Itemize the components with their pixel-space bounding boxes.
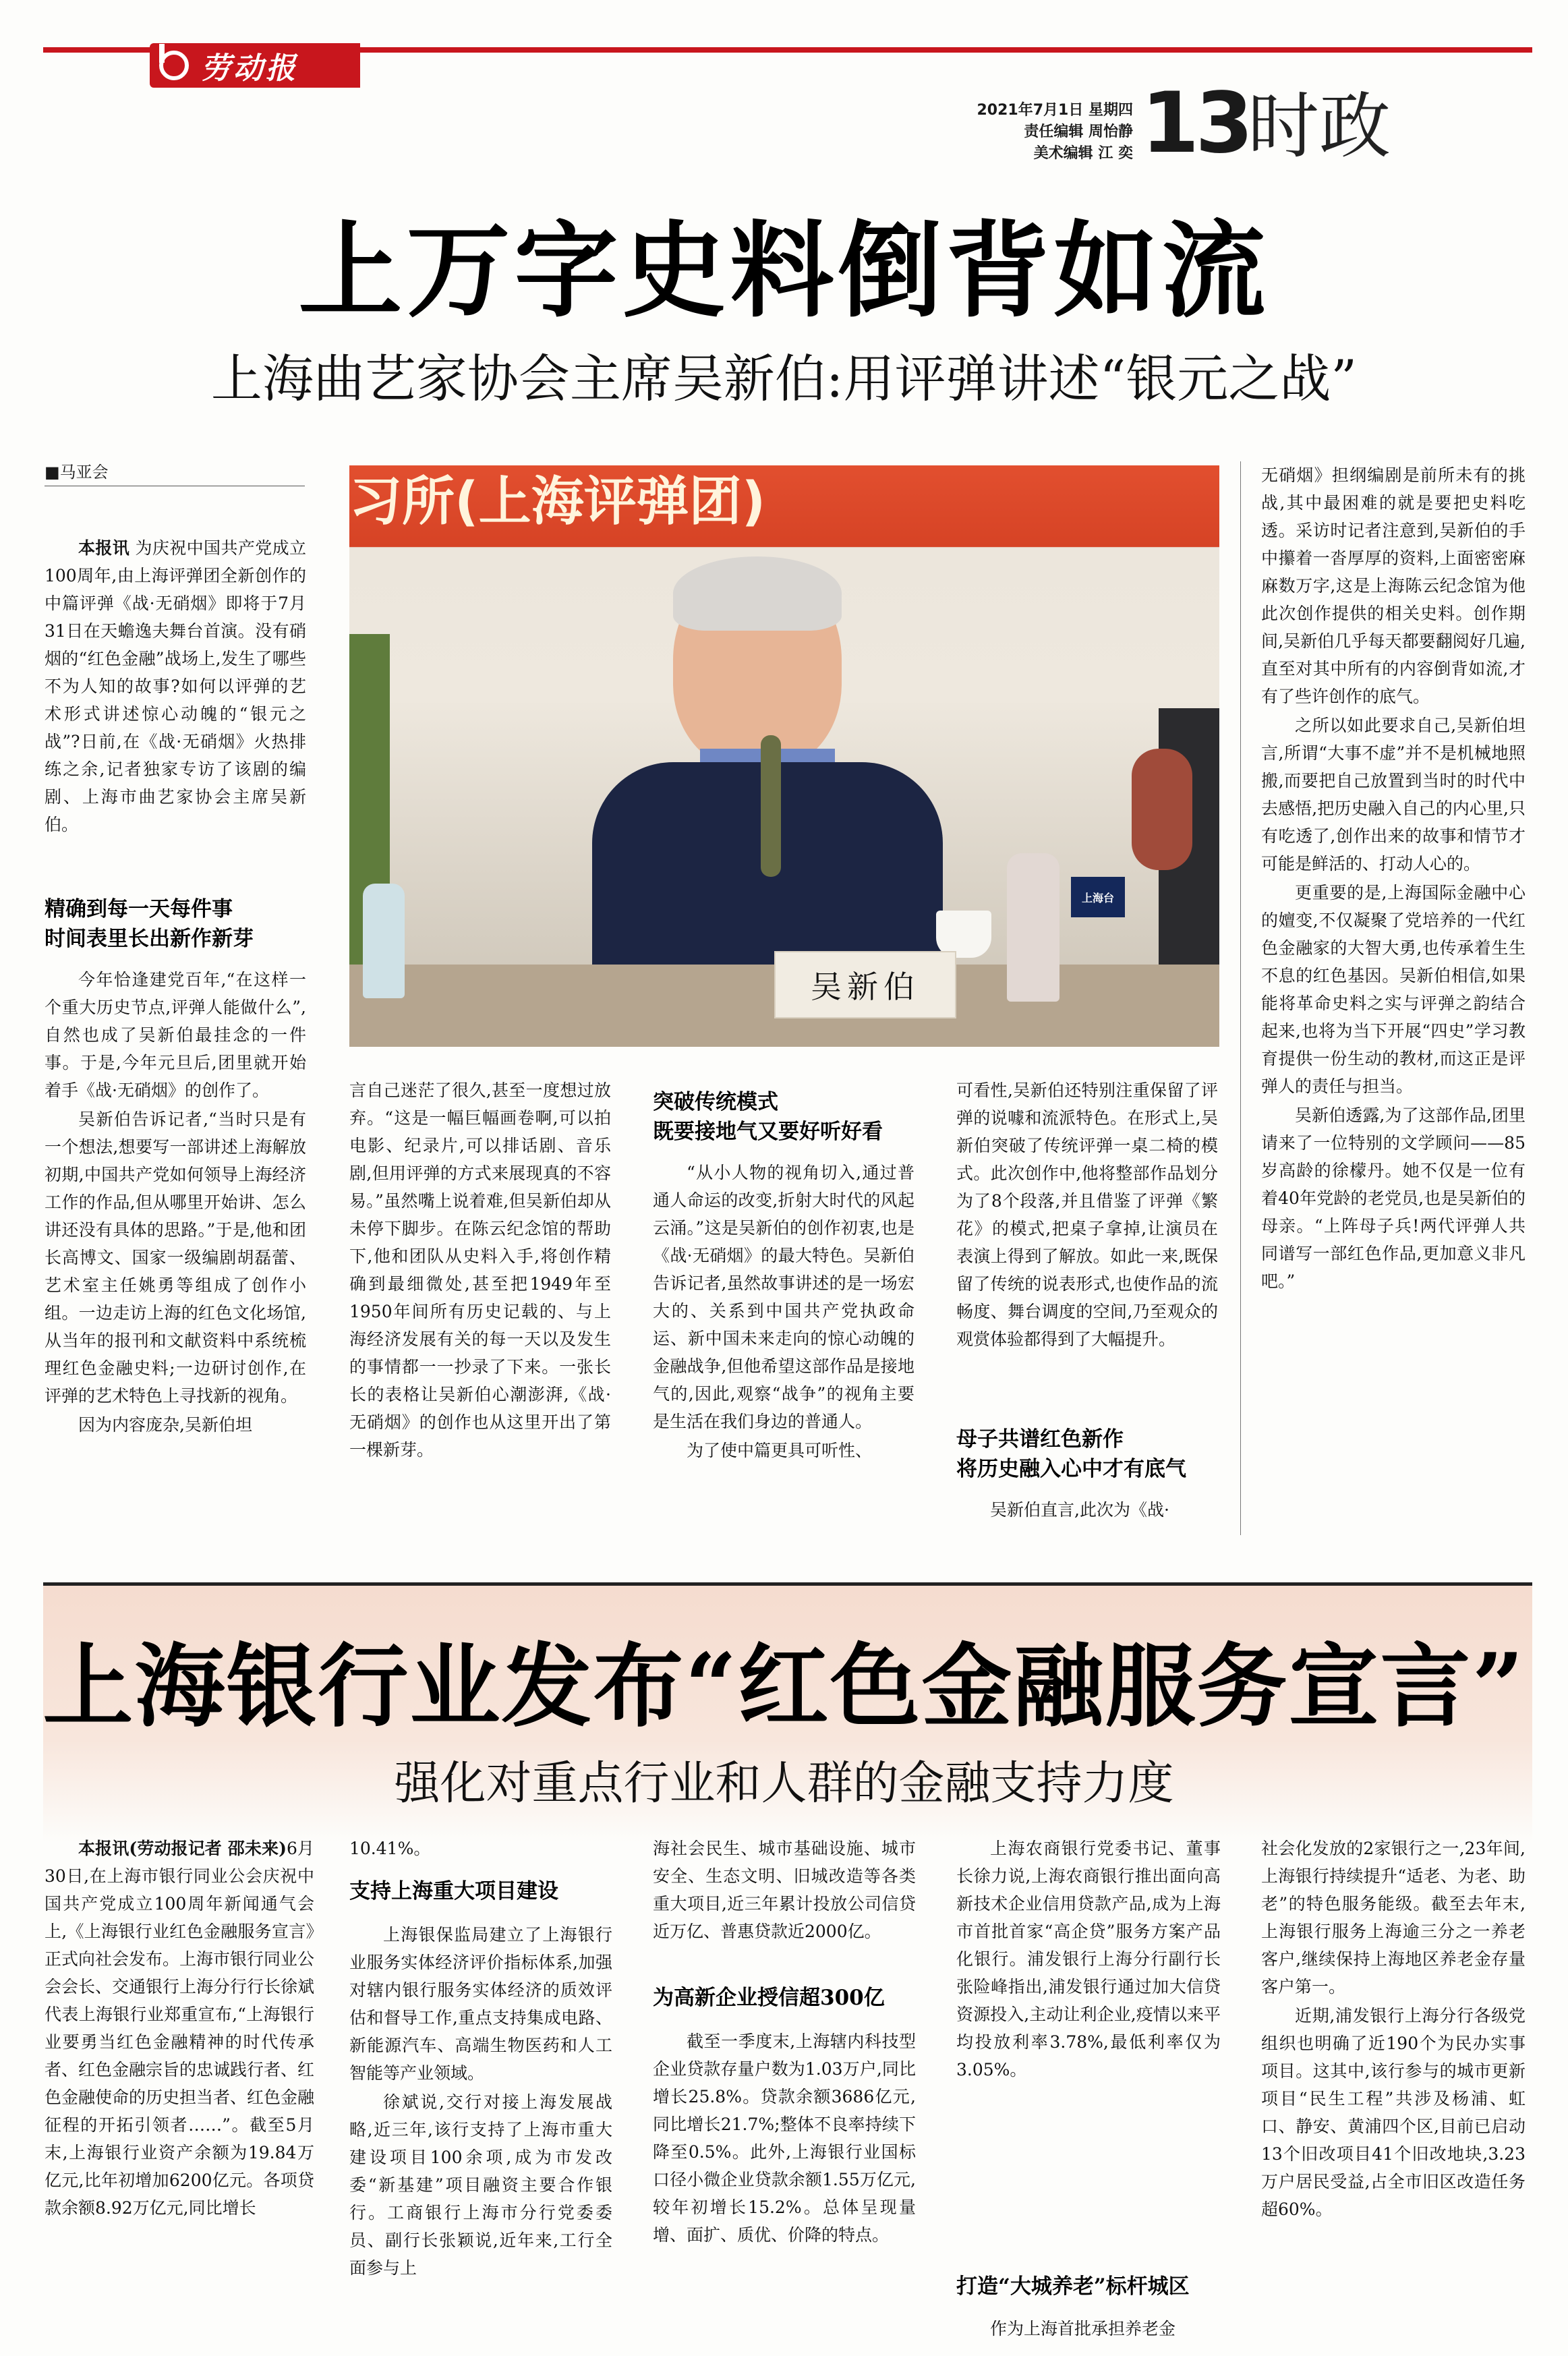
article2-paragraph: 10.41%。 [349, 1839, 431, 1858]
article1-paragraph: 吴新伯透露,为了这部作品,团里请来了一位特别的文学顾问——85岁高龄的徐檬丹。她不仅是一位有着40年党龄的老党员,也是吴新伯的母亲。“上阵母子兵!两代评弹人共同谱写一部红色作品,更加意义非凡吧。” [1261, 1105, 1526, 1291]
editor-line: 责任编辑 周怡静 [1024, 123, 1133, 140]
tv-mic-label: 上海台 [1081, 891, 1114, 904]
water-bottle-right [1007, 853, 1059, 1002]
article1-headline: 上万字史料倒背如流 [298, 210, 1270, 332]
nameplate [774, 951, 956, 1018]
article2-subhead-3: 打造“大城养老”标杆城区 [956, 2274, 1190, 2299]
page-number: 13 [1141, 75, 1250, 172]
subhead-line: 精确到每一天每件事 [45, 897, 233, 921]
article1-column-1-cont [45, 966, 306, 1439]
article1-paragraph: 吴新伯直言,此次为《战· [990, 1500, 1169, 1520]
subhead-line: 既要接地气又要好听好看 [653, 1120, 883, 1144]
article1-paragraph: “从小人物的视角切入,通过普通人命运的改变,折射大时代的风起云涌。”这是吴新伯的创作初衷,也是《战·无硝烟》的最大特色。吴新伯告诉记者,虽然故事讲述的是一场宏大的、关系到中国共产党执政命运、新中国未来走向的惊心动魄的金融战争,但他希望这部作品是接地气的,因此,观察“战争”的视角主要是生活在我们身边的普通人。 [653, 1163, 914, 1431]
article1-subhead-3 [956, 1425, 1218, 1484]
article1-paragraph: 无硝烟》担纲编剧是前所未有的挑战,其中最困难的就是要把史料吃透。采访时记者注意到,吴新伯的手中攥着一沓厚厚的资料,上面密密麻麻数万字,这是上海陈云纪念馆为他此次创作提供的相关史料。创作期间,吴新伯几乎每天都要翻阅好几遍,直至对其中所有的内容倒背如流,才有了些许创作的底气。 [1261, 465, 1526, 706]
art-editor-line: 美术编辑 江 奕 [1033, 145, 1133, 162]
dateline: 本报讯(劳动报记者 邵未来) [78, 1839, 287, 1858]
section-name: 时政 [1248, 85, 1391, 168]
article1-photo [349, 465, 1219, 1047]
article1-column-3 [653, 1159, 914, 1464]
article1-column-5 [1261, 461, 1526, 1295]
article1-column-4-cont [956, 1496, 1218, 1524]
speaker-hair [673, 556, 842, 631]
flowers-right [1132, 749, 1192, 870]
article2-paragraph: 6月30日,在上海市银行同业公会庆祝中国共产党成立100周年新闻通气会上,《上海银行业红色金融服务宣言》正式向社会发布。上海市银行同业公会会长、交通银行上海分行行长徐斌代表上海银行业郑重宣布,“上海银行业要勇当红色金融精神的时代传承者、红色金融宗旨的忠诚践行者、红色金融使命的历史担当者、红色金融征程的开拓引领者……”。截至5月末,上海银行业资产余额为19.84万亿元,比年初增加6200亿元。各项贷款余额8.92万亿元,同比增长 [45, 1839, 315, 2218]
article2-paragraph: 上海银保监局建立了上海银行业服务实体经济评价指标体系,加强对辖内银行服务实体经济的质效评估和督导工作,重点支持集成电路、新能源汽车、高端生物医药和人工智能等产业领域。 [349, 1925, 612, 2083]
article2-column-4-cont [956, 2315, 1221, 2343]
article2-column-3 [653, 1835, 916, 1945]
article1-subheadline: 上海曲艺家协会主席吴新伯:用评弹讲述“银元之战” [210, 349, 1358, 409]
tv-mic [1071, 877, 1125, 917]
article1-paragraph: 更重要的是,上海国际金融中心的嬗变,不仅凝聚了党培养的一代红色金融家的大智大勇,也传承着生生不息的红色基因。吴新伯相信,如果能将革命史料之实与评弹之韵结合起来,也将为当下开展“四史”学习教育提供一份生动的教材,而这正是评弹人的责任与担当。 [1261, 883, 1526, 1096]
article1-paragraph: 可看性,吴新伯还特别注重保留了评弹的说噱和流派特色。在形式上,吴新伯突破了传统评弹一桌二椅的模式。此次创作中,他将整部作品划分为了8个段落,并且借鉴了评弹《繁花》的模式,把桌子拿掉,让演员在表演上得到了解放。如此一来,既保留了传统的说表形式,也使作品的流畅度、舞台调度的空间,乃至观众的观赏体验都得到了大幅提升。 [956, 1081, 1218, 1349]
article1-paragraph: 之所以如此要求自己,吴新伯坦言,所谓“大事不虚”并不是机械地照搬,而要把自己放置到当时的时代中去感悟,把历史融入自己的内心里,只有吃透了,创作出来的故事和情节才可能是鲜活的、打动人心的。 [1261, 716, 1526, 873]
nameplate-text: 吴新伯 [811, 969, 920, 1005]
article2-subhead-1: 支持上海重大项目建设 [349, 1879, 558, 1903]
article2-paragraph: 海社会民生、城市基础设施、城市安全、生态文明、旧城改造等各类重大项目,近三年累计投放公司信贷近万亿、普惠贷款近2000亿。 [653, 1839, 916, 1941]
article1-column-1 [45, 534, 306, 838]
article1-paragraph: 今年恰逢建党百年,“在这样一个重大历史节点,评弹人能做什么”,自然也成了吴新伯最挂念的一件事。于是,今年元旦后,团里就开始着手《战·无硝烟》的创作了。 [45, 970, 306, 1100]
article1-subhead-1 [45, 894, 306, 954]
byline: ■马亚会 [45, 463, 109, 482]
logo-icon [159, 51, 189, 80]
article2-paragraph: 社会化发放的2家银行之一,23年间,上海银行持续提升“适老、为老、助老”的特色服务能级。截至去年末,上海银行服务上海逾三分之一养老客户,继续保持上海地区养老金存量客户第一。 [1261, 1839, 1526, 1996]
article2-column-4 [956, 1835, 1221, 2084]
article2-paragraph: 上海农商银行党委书记、董事长徐力说,上海农商银行推出面向高新技术企业信用贷款产品,成为上海市首批首家“高企贷”服务方案产品化银行。浦发银行上海分行副行长张险峰指出,浦发银行通过加大信贷资源投入,主动让利企业,疫情以来平均投放利率3.78%,最低利率仅为3.05%。 [956, 1839, 1221, 2079]
subhead-line: 将历史融入心中才有底气 [956, 1457, 1186, 1481]
article1-column-4 [956, 1076, 1218, 1353]
article2-paragraph: 作为上海首批承担养老金 [990, 2319, 1176, 2338]
article2-paragraph: 近期,浦发银行上海分行各级党组织也明确了近190个为民办实事项目。这其中,该行参与的城市更新项目“民生工程”共涉及杨浦、虹口、静安、黄浦四个区,目前已启动13个旧改项目41个旧改地块,3.23万户居民受益,占全市旧区改造任务超60%。 [1261, 2006, 1526, 2219]
subhead-line: 突破传统模式 [653, 1090, 778, 1114]
article1-paragraph: 吴新伯告诉记者,“当时只是有一个想法,想要写一部讲述上海解放初期,中国共产党如何领导上海经济工作的作品,但从哪里开始讲、怎么讲还没有具体的思路。”于是,他和团长高博文、国家一级编剧胡磊蕾、艺术室主任姚勇等组成了创作小组。一边走访上海的红色文化场馆,从当年的报刊和文献资料中系统梳理红色金融史料;一边研讨创作,在评弹的艺术特色上寻找新的视角。 [45, 1110, 306, 1406]
article1-paragraph: 言自己迷茫了很久,甚至一度想过放弃。“这是一幅巨幅画卷啊,可以拍电影、纪录片,可以排话剧、音乐剧,但用评弹的方式来展现真的不容易。”虽然嘴上说着难,但吴新伯却从未停下脚步。在陈云纪念馆的帮助下,他和团队从史料入手,将创作精确到最细微处,甚至把1949年至1950年间所有历史记载的、与上海经济发展有关的每一天以及发生的事情都一一抄录了下来。一张长长的表格让吴新伯心潮澎湃,《战·无硝烟》的创作也从这里开出了第一棵新芽。 [349, 1081, 611, 1460]
logo-box [150, 43, 360, 88]
article2-column-2-cont [349, 1921, 612, 2282]
photo-banner: 习所(上海评弹团) [349, 471, 766, 532]
article1-paragraph: 因为内容庞杂,吴新伯坦 [78, 1415, 252, 1435]
water-bottle-left [363, 884, 405, 998]
column-rule [1240, 461, 1241, 1535]
article2-column-5 [1261, 1835, 1526, 2223]
dateline: 本报讯 [78, 538, 130, 558]
date-line: 2021年7月1日 星期四 [977, 102, 1133, 119]
microphone [761, 735, 781, 877]
subhead-line: 母子共谱红色新作 [956, 1427, 1124, 1452]
article2-column-1 [45, 1835, 314, 2222]
article2-column-3-cont [653, 2028, 916, 2249]
logo-text: 劳动报 [201, 51, 298, 86]
article2-paragraph: 徐斌说,交行对接上海发展战略,近三年,该行支持了上海市重大建设项目100余项,成为市发改委“新基建”项目融资主要合作银行。工商银行上海市分行党委委员、副行长张颖说,近年来,工行全面参与上 [349, 2092, 612, 2278]
article2-subheadline: 强化对重点行业和人群的金融支持力度 [394, 1757, 1174, 1810]
article2-subhead-2: 为高新企业授信超300亿 [653, 1986, 885, 2010]
article1-subhead-2 [653, 1087, 914, 1147]
article2-headline: 上海银行业发布“红色金融服务宣言” [42, 1633, 1526, 1740]
article1-paragraph: 为庆祝中国共产党成立100周年,由上海评弹团全新创作的中篇评弹《战·无硝烟》即将于7月31日在天蟾逸夫舞台首演。没有硝烟的“红色金融”战场上,发生了哪些不为人知的故事?如何以评弹的艺术形式讲述惊心动魄的“银元之战”?日前,在《战·无硝烟》火热排练之余,记者独家专访了该剧的编剧、上海市曲艺家协会主席吴新伯。 [45, 538, 306, 834]
article1-column-2 [349, 1076, 611, 1464]
article1-paragraph: 为了使中篇更具可听性、 [687, 1441, 873, 1460]
subhead-line: 时间表里长出新作新芽 [45, 927, 254, 951]
article2-paragraph: 截至一季度末,上海辖内科技型企业贷款存量户数为1.03万户,同比增长25.8%。贷款余额3686亿元,同比增长21.7%;整体不良率持续下降至0.5%。此外,上海银行业国标口径小微企业贷款余额1.55万亿元,较年初增长15.2%。总体呈现量增、面扩、质优、价降的特点。 [653, 2032, 916, 2245]
article2-column-2 [349, 1835, 612, 1862]
